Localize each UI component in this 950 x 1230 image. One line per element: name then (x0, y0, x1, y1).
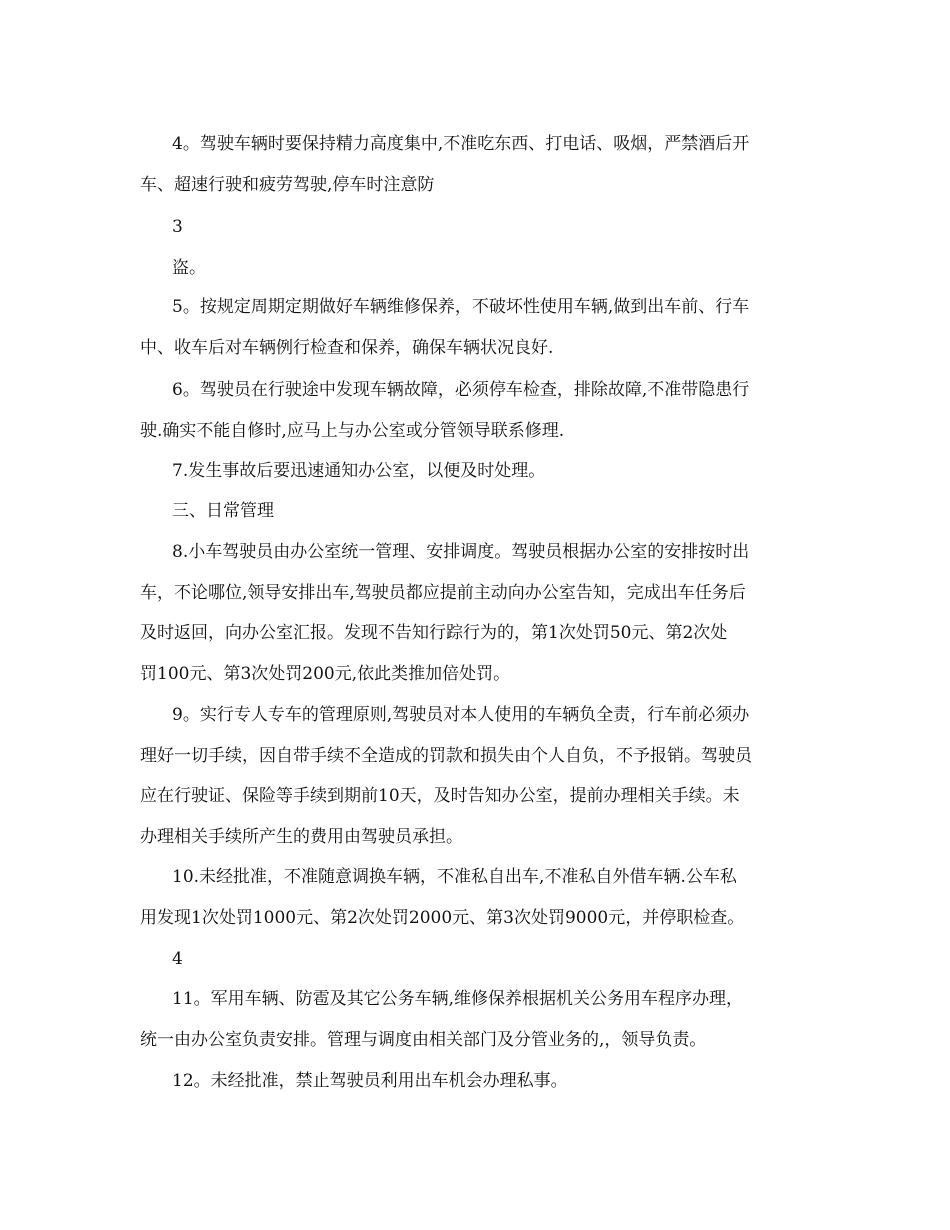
paragraph-4-continuation: 盗。 (172, 258, 206, 278)
paragraph-10-line-2: 用发现1次处罚1000元、第2次处罚2000元、第3次处罚9000元，并停职检查。 (140, 908, 745, 928)
paragraph-4-line-2: 车、超速行驶和疲劳驾驶,停车时注意防 (140, 175, 435, 195)
paragraph-10-line-1: 10.未经批准，不准随意调换车辆，不准私自出车,不准私自外借车辆.公车私 (172, 867, 737, 887)
page-number: 3 (172, 217, 183, 237)
paragraph-8-line-2: 车，不论哪位,领导安排出车,驾驶员都应提前主动向办公室告知，完成出车任务后 (140, 583, 746, 603)
paragraph-4-line-1: 4。驾驶车辆时要保持精力高度集中,不准吃东西、打电话、吸烟，严禁酒后开 (172, 134, 750, 154)
paragraph-9-line-1: 9。实行专人专车的管理原则,驾驶员对本人使用的车辆负全责，行车前必须办 (172, 705, 750, 725)
paragraph-11-line-1: 11。军用车辆、防雹及其它公务车辆,维修保养根据机关公务用车程序办理， (172, 989, 744, 1009)
section-heading: 三、日常管理 (172, 501, 274, 521)
paragraph-9-line-4: 办理相关手续所产生的费用由驾驶员承担。 (140, 827, 463, 847)
paragraph-5-line-2: 中、收车后对车辆例行检查和保养，确保车辆状况良好. (140, 338, 554, 358)
paragraph-12: 12。未经批准，禁止驾驶员利用出车机会办理私事。 (172, 1071, 568, 1091)
paragraph-11-line-2: 统一由办公室负责安排。管理与调度由相关部门及分管业务的,，领导负责。 (140, 1030, 707, 1050)
paragraph-6-line-1: 6。驾驶员在行驶途中发现车辆故障，必须停车检查，排除故障,不准带隐患行 (172, 380, 750, 400)
paragraph-8-line-1: 8.小车驾驶员由办公室统一管理、安排调度。驾驶员根据办公室的安排按时出 (172, 542, 750, 562)
page-number: 4 (172, 949, 183, 969)
paragraph-6-line-2: 驶.确实不能自修时,应马上与办公室或分管领导联系修理. (140, 421, 565, 441)
paragraph-5-line-1: 5。按规定周期定期做好车辆维修保养，不破坏性使用车辆,做到出车前、行车 (172, 297, 750, 317)
paragraph-9-line-3: 应在行驶证、保险等手续到期前10天，及时告知办公室，提前办理相关手续。未 (140, 786, 740, 806)
paragraph-7: 7.发生事故后要迅速通知办公室，以便及时处理。 (172, 461, 546, 481)
paragraph-9-line-2: 理好一切手续，因自带手续不全造成的罚款和损失由个人自负，不予报销。驾驶员 (140, 746, 752, 766)
paragraph-8-line-4: 罚100元、第3次处罚200元,依此类推加倍处罚。 (140, 664, 511, 684)
paragraph-8-line-3: 及时返回，向办公室汇报。发现不告知行踪行为的，第1次处罚50元、第2次处 (140, 623, 728, 643)
